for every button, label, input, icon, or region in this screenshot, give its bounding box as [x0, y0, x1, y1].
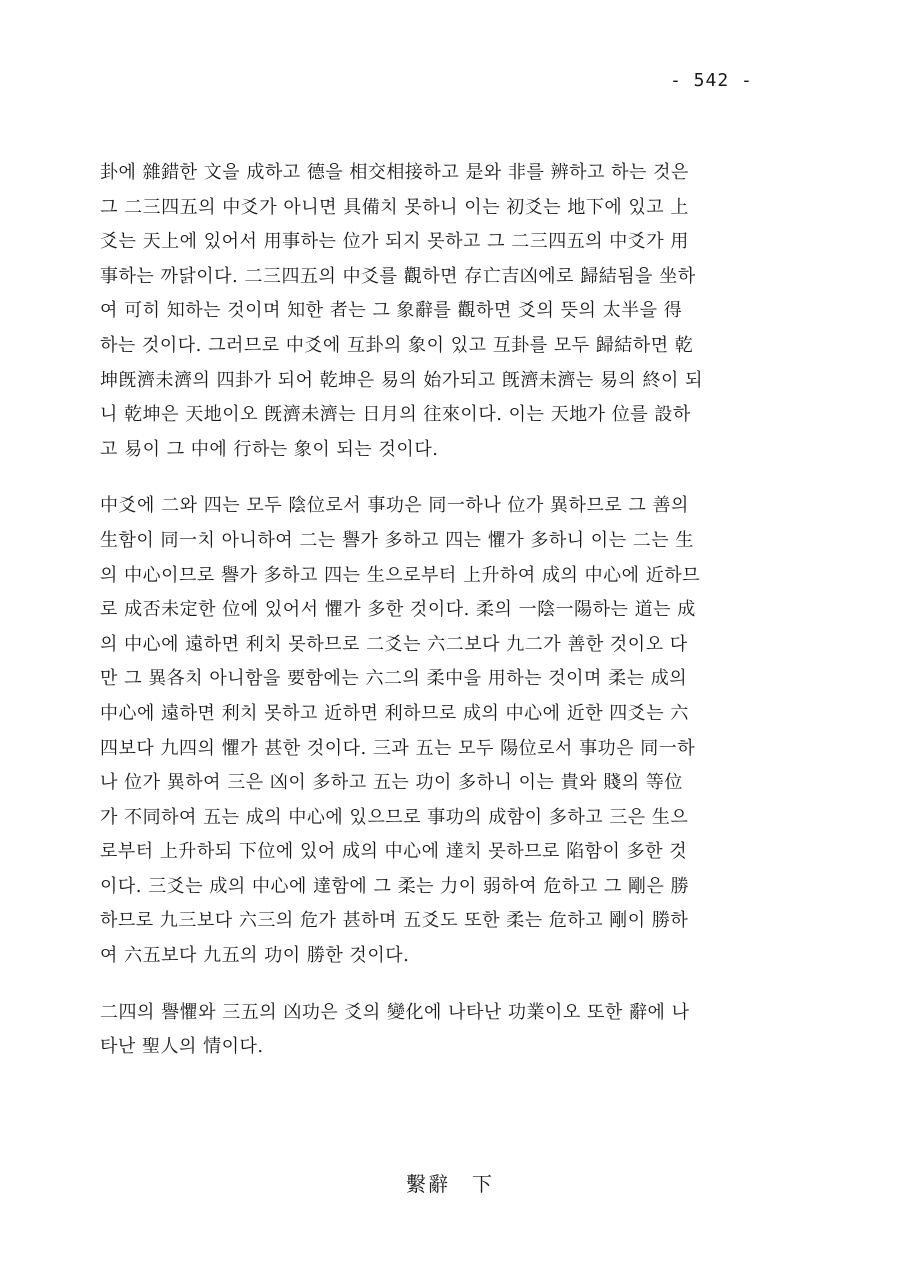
text-line: 그 二三四五의 中爻가 아니면 具備치 못하니 이는 初爻는 地下에 있고 上	[100, 196, 689, 218]
text-line: 二四의 譽懼와 三五의 凶功은 爻의 變化에 나타난 功業이오 또한 辭에 나	[100, 1001, 690, 1023]
body-text	[100, 156, 755, 1087]
text-line: 하는 것이다. 그러므로 中爻에 互卦의 象이 있고 互卦를 모두 歸結하면 乾	[100, 334, 694, 356]
text-line: 四보다 九四의 懼가 甚한 것이다. 三과 五는 모두 陽位로서 事功은 同一하	[100, 737, 696, 759]
text-line: 타난 聖人의 情이다.	[100, 1036, 264, 1058]
text-line: 中心에 遠하면 利치 못하고 近하면 利하므로 成의 中心에 近한 四爻는 六	[100, 702, 689, 724]
footer-title: 繫辭 下	[406, 1172, 494, 1196]
text-line: 여 六五보다 九五의 功이 勝한 것이다.	[100, 945, 410, 967]
text-line: 만 그 異各치 아니함을 要함에는 六二의 柔中을 用하는 것이며 柔는 成의	[100, 668, 688, 690]
text-line: 事하는 까닭이다. 二三四五의 中爻를 觀하면 存亡吉凶에로 歸結됨을 坐하	[100, 265, 696, 287]
text-line: 나 位가 異하여 三은 凶이 多하고 五는 功이 多하니 이는 貴와 賤의 等位	[100, 772, 683, 794]
page-number: - 542 -	[670, 70, 753, 91]
text-line: 生함이 同一치 아니하여 二는 譽가 多하고 四는 懼가 多하니 이는 二는 生	[100, 529, 694, 551]
text-line: 이다. 三爻는 成의 中心에 達함에 그 柔는 力이 弱하여 危하고 그 剛은 勝	[100, 875, 690, 897]
text-line: 가 不同하여 五는 成의 中心에 있으므로 事功의 成함이 多하고 三은 生으	[100, 806, 689, 828]
paragraph-1	[100, 156, 755, 467]
text-line: 여 可히 知하는 것이며 知한 者는 그 象辭를 觀하면 爻의 뜻의 太半을 得	[100, 300, 683, 322]
text-line: 爻는 天上에 있어서 用事하는 位가 되지 못하고 그 二三四五의 中爻가 用	[100, 231, 689, 253]
text-line: 의 中心에 遠하면 利치 못하므로 二爻는 六二보다 九二가 善한 것이오 다	[100, 633, 688, 655]
text-line: 로 成否未定한 位에 있어서 懼가 多한 것이다. 柔의 一陰一陽하는 道는 成	[100, 599, 696, 621]
text-line: 의 中心이므로 譽가 多하고 四는 生으로부터 上升하여 成의 中心에 近하므	[100, 564, 700, 586]
text-line: 니 乾坤은 天地이오 旣濟未濟는 日月의 往來이다. 이는 天地가 位를 設하	[100, 404, 691, 426]
text-line: 卦에 雜錯한 文을 成하고 德을 相交相接하고 是와 非를 辨하고 하는 것은	[100, 162, 689, 183]
paragraph-2	[100, 489, 755, 973]
paragraph-3	[100, 996, 755, 1065]
text-line: 하므로 九三보다 六三의 危가 甚하며 五爻도 또한 柔는 危하고 剛이 勝하	[100, 910, 689, 932]
text-line: 로부터 上升하되 下位에 있어 成의 中心에 達치 못하므로 陷함이 多한 것	[100, 841, 688, 863]
text-line: 中爻에 二와 四는 모두 陰位로서 事功은 同一하나 位가 異하므로 그 善의	[100, 495, 689, 517]
text-line: 고 易이 그 中에 行하는 象이 되는 것이다.	[100, 438, 439, 460]
text-line: 坤旣濟未濟의 四卦가 되어 乾坤은 易의 始가되고 旣濟未濟는 易의 終이 되	[100, 369, 704, 391]
